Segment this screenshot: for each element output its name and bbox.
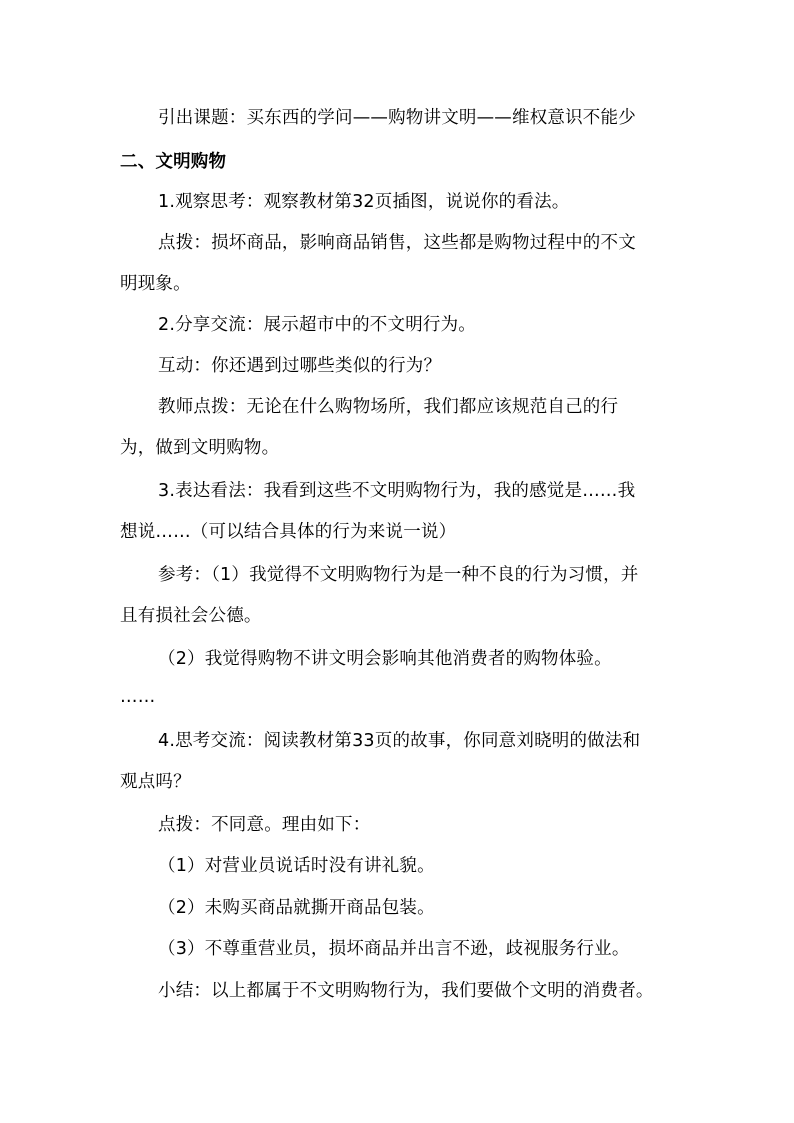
paragraph: 点拨：损坏商品，影响商品销售，这些都是购物过程中的不文 [158, 233, 636, 253]
paragraph: 互动：你还遇到过哪些类似的行为？ [158, 356, 442, 376]
paragraph: 1.观察思考：观察教材第32页插图，说说你的看法。 [158, 192, 570, 212]
paragraph: 3.表达看法：我看到这些不文明购物行为，我的感觉是……我 [158, 481, 636, 501]
paragraph: （2）我觉得购物不讲文明会影响其他消费者的购物体验。 [158, 649, 612, 669]
paragraph: 4.思考交流：阅读教材第33页的故事，你同意刘晓明的做法和 [158, 731, 641, 751]
paragraph-continuation: 为，做到文明购物。 [120, 438, 280, 458]
paragraph-continuation: 明现象。 [120, 274, 191, 294]
paragraph-continuation: 想说……（可以结合具体的行为来说一说） [120, 522, 457, 542]
paragraph: 点拨：不同意。理由如下： [158, 815, 371, 835]
paragraph: 2.分享交流：展示超市中的不文明行为。 [158, 315, 476, 335]
paragraph-continuation: 观点吗？ [120, 772, 191, 792]
paragraph: 教师点拨：无论在什么购物场所，我们都应该规范自己的行 [158, 397, 619, 417]
paragraph-continuation: 且有损社会公德。 [120, 606, 262, 626]
intro-line: 引出课题：买东西的学问——购物讲文明——维权意识不能少 [158, 108, 636, 128]
paragraph: 小结：以上都属于不文明购物行为，我们要做个文明的消费者。 [158, 981, 654, 1001]
section-heading: 二、文明购物 [120, 152, 227, 172]
list-item: （2）未购买商品就撕开商品包装。 [158, 898, 435, 918]
ellipsis-line: …… [120, 687, 156, 707]
list-item: （3）不尊重营业员，损坏商品并出言不逊，歧视服务行业。 [158, 939, 630, 959]
paragraph: 参考：（1）我觉得不文明购物行为是一种不良的行为习惯，并 [158, 565, 639, 585]
list-item: （1）对营业员说话时没有讲礼貌。 [158, 856, 435, 876]
